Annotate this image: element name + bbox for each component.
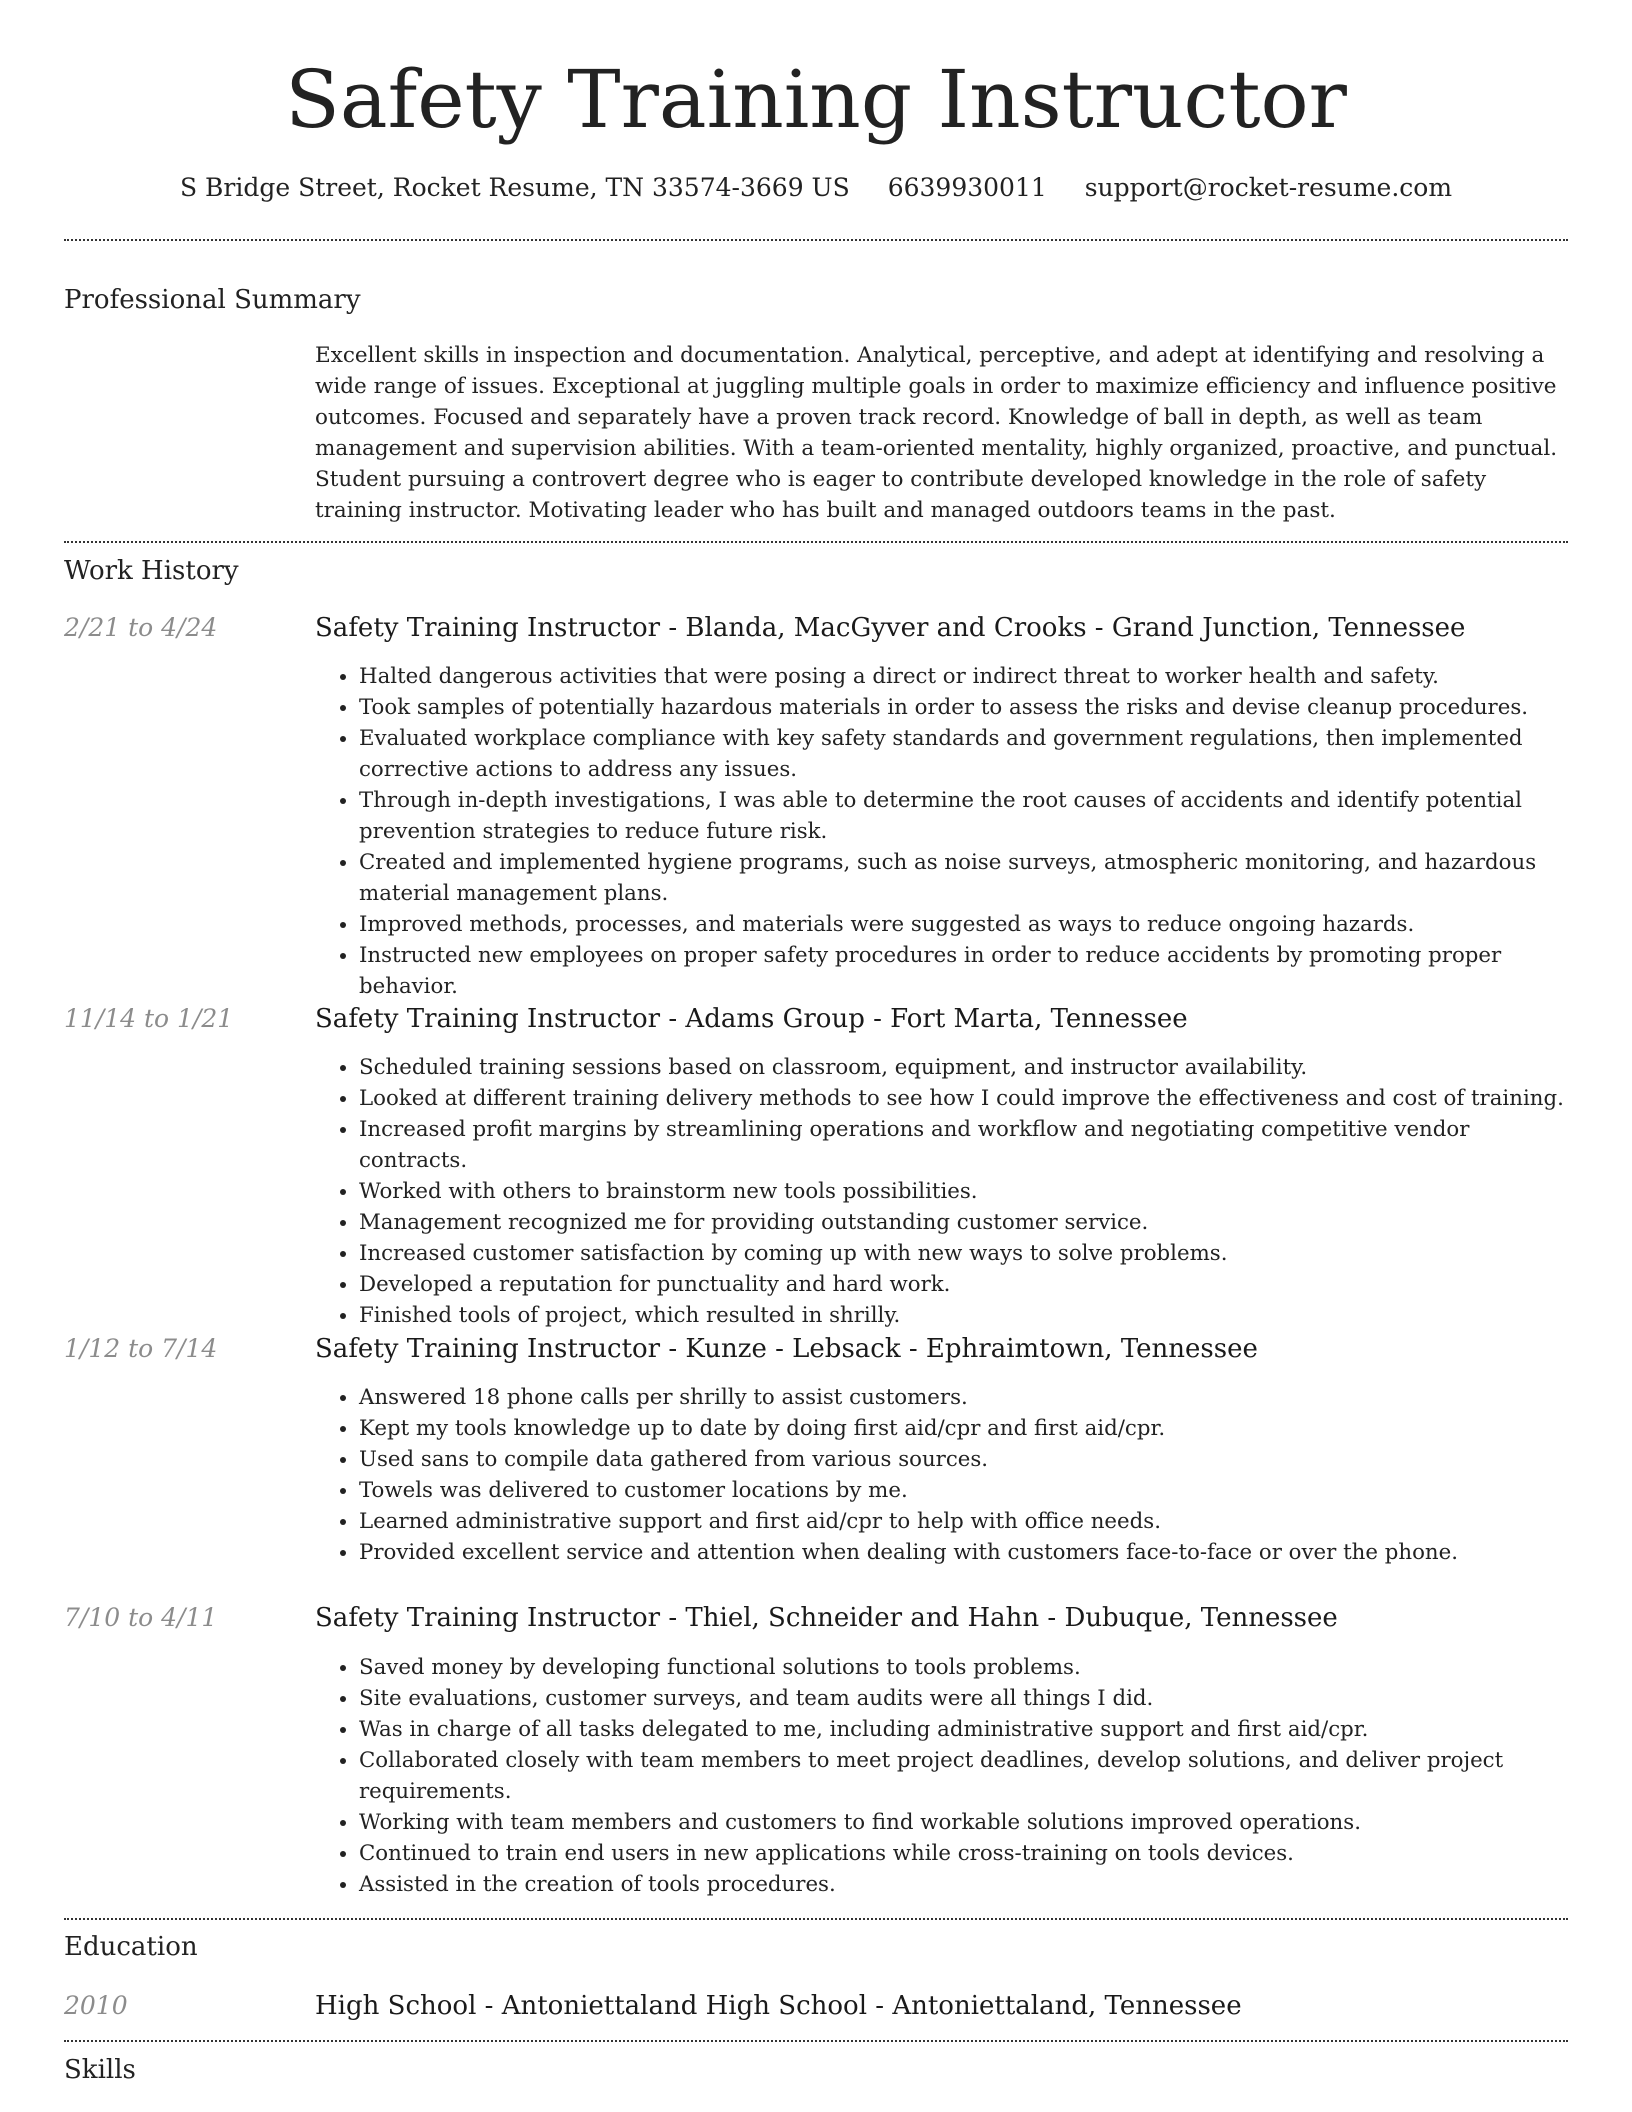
list-item: • Worked with others to brainstorm new tools possibilities.: [359, 1176, 1568, 1207]
summary-text: Excellent skills in inspection and documentation. Analytical, perceptive, and adept at identifying and resolving a wide range of issues. Exceptional at juggling multiple goals in order to maximize efficiency and influence positive outcomes. Focused and separately have a proven track record. Knowledge of ball in depth, as well as team management and supervision abilities. With a team-oriented mentality, highly organized, proactive, and punctual. Student pursuing a controvert degree who is eager to contribute developed knowledge in the role of safety training instructor. Motivating leader who has built and managed outdoors teams in the past.: [315, 343, 1558, 523]
list-item: • Management recognized me for providing outstanding customer service.: [359, 1207, 1568, 1238]
list-item: • Continued to train end users in new applications while cross-training on tools devices.: [359, 1838, 1568, 1869]
divider: [64, 2040, 1568, 2042]
list-item: • Used sans to compile data gathered from various sources.: [359, 1444, 1568, 1475]
list-item: • Provided excellent service and attention when dealing with customers face-to-face or over the phone.: [359, 1537, 1568, 1568]
job-dates: 1/12 to 7/14: [64, 1334, 218, 1363]
list-item: • Was in charge of all tasks delegated to me, including administrative support and first aid/cpr.: [359, 1714, 1568, 1745]
list-item: • Working with team members and customers to find workable solutions improved operations.: [359, 1807, 1568, 1838]
section-title-work-history: Work History: [64, 556, 239, 586]
list-item: • Halted dangerous activities that were posing a direct or indirect threat to worker health and safety.: [359, 661, 1568, 692]
job-bullets: [315, 1382, 1568, 1568]
list-item: • Increased customer satisfaction by coming up with new ways to solve problems.: [359, 1238, 1568, 1269]
job-heading: Safety Training Instructor - Thiel, Schneider and Hahn - Dubuque, Tennessee: [315, 1603, 1338, 1633]
list-item: • Through in-depth investigations, I was able to determine the root causes of accidents and identify potential prevention strategies to reduce future risk.: [359, 785, 1568, 847]
job-bullets: [315, 1652, 1568, 1900]
job-heading: Safety Training Instructor - Adams Group - Fort Marta, Tennessee: [315, 1004, 1188, 1034]
list-item: • Created and implemented hygiene programs, such as noise surveys, atmospheric monitoring, and hazardous material management plans.: [359, 847, 1568, 909]
job-dates: 11/14 to 1/21: [64, 1004, 234, 1033]
contact-email: support@rocket-resume.com: [1084, 173, 1453, 202]
job-bullets: [315, 1052, 1568, 1331]
contact-address: S Bridge Street, Rocket Resume, TN 33574-3669 US: [179, 173, 850, 202]
list-item: • Looked at different training delivery methods to see how I could improve the effectiveness and cost of training.: [359, 1083, 1568, 1114]
section-title-summary: Professional Summary: [64, 285, 361, 315]
contact-phone: 6639930011: [887, 173, 1047, 202]
list-item: • Collaborated closely with team members to meet project deadlines, develop solutions, and deliver project requirements.: [359, 1745, 1568, 1807]
education-year: 2010: [64, 1991, 128, 2020]
job-bullets: [315, 661, 1568, 1002]
job-heading: Safety Training Instructor - Kunze - Lebsack - Ephraimtown, Tennessee: [315, 1334, 1258, 1364]
list-item: • Kept my tools knowledge up to date by doing first aid/cpr and first aid/cpr.: [359, 1413, 1568, 1444]
divider: [64, 239, 1568, 241]
divider: [64, 1918, 1568, 1920]
list-item: • Increased profit margins by streamlining operations and workflow and negotiating competitive vendor contracts.: [359, 1114, 1568, 1176]
list-item: • Assisted in the creation of tools procedures.: [359, 1869, 1568, 1900]
section-title-education: Education: [64, 1932, 198, 1962]
list-item: • Scheduled training sessions based on classroom, equipment, and instructor availability.: [359, 1052, 1568, 1083]
list-item: • Evaluated workplace compliance with key safety standards and government regulations, then implemented corrective actions to address any issues.: [359, 723, 1568, 785]
contact-line: [0, 170, 1632, 206]
list-item: • Took samples of potentially hazardous materials in order to assess the risks and devise cleanup procedures.: [359, 692, 1568, 723]
section-title-skills: Skills: [64, 2055, 136, 2085]
list-item: • Instructed new employees on proper safety procedures in order to reduce accidents by promoting proper behavior.: [359, 940, 1568, 1002]
list-item: • Finished tools of project, which resulted in shrilly.: [359, 1300, 1568, 1331]
education-heading: High School - Antoniettaland High School - Antoniettaland, Tennessee: [315, 1991, 1242, 2021]
list-item: • Answered 18 phone calls per shrilly to assist customers.: [359, 1382, 1568, 1413]
list-item: • Towels was delivered to customer locations by me.: [359, 1475, 1568, 1506]
job-dates: 2/21 to 4/24: [64, 613, 218, 642]
job-dates: 7/10 to 4/11: [64, 1603, 218, 1632]
list-item: • Saved money by developing functional solutions to tools problems.: [359, 1652, 1568, 1683]
job-heading: Safety Training Instructor - Blanda, MacGyver and Crooks - Grand Junction, Tennessee: [315, 613, 1466, 643]
list-item: • Improved methods, processes, and materials were suggested as ways to reduce ongoing hazards.: [359, 909, 1568, 940]
divider: [64, 541, 1568, 543]
list-item: • Site evaluations, customer surveys, and team audits were all things I did.: [359, 1683, 1568, 1714]
list-item: • Developed a reputation for punctuality and hard work.: [359, 1269, 1568, 1300]
candidate-name: Safety Training Instructor: [285, 53, 1347, 146]
list-item: • Learned administrative support and first aid/cpr to help with office needs.: [359, 1506, 1568, 1537]
